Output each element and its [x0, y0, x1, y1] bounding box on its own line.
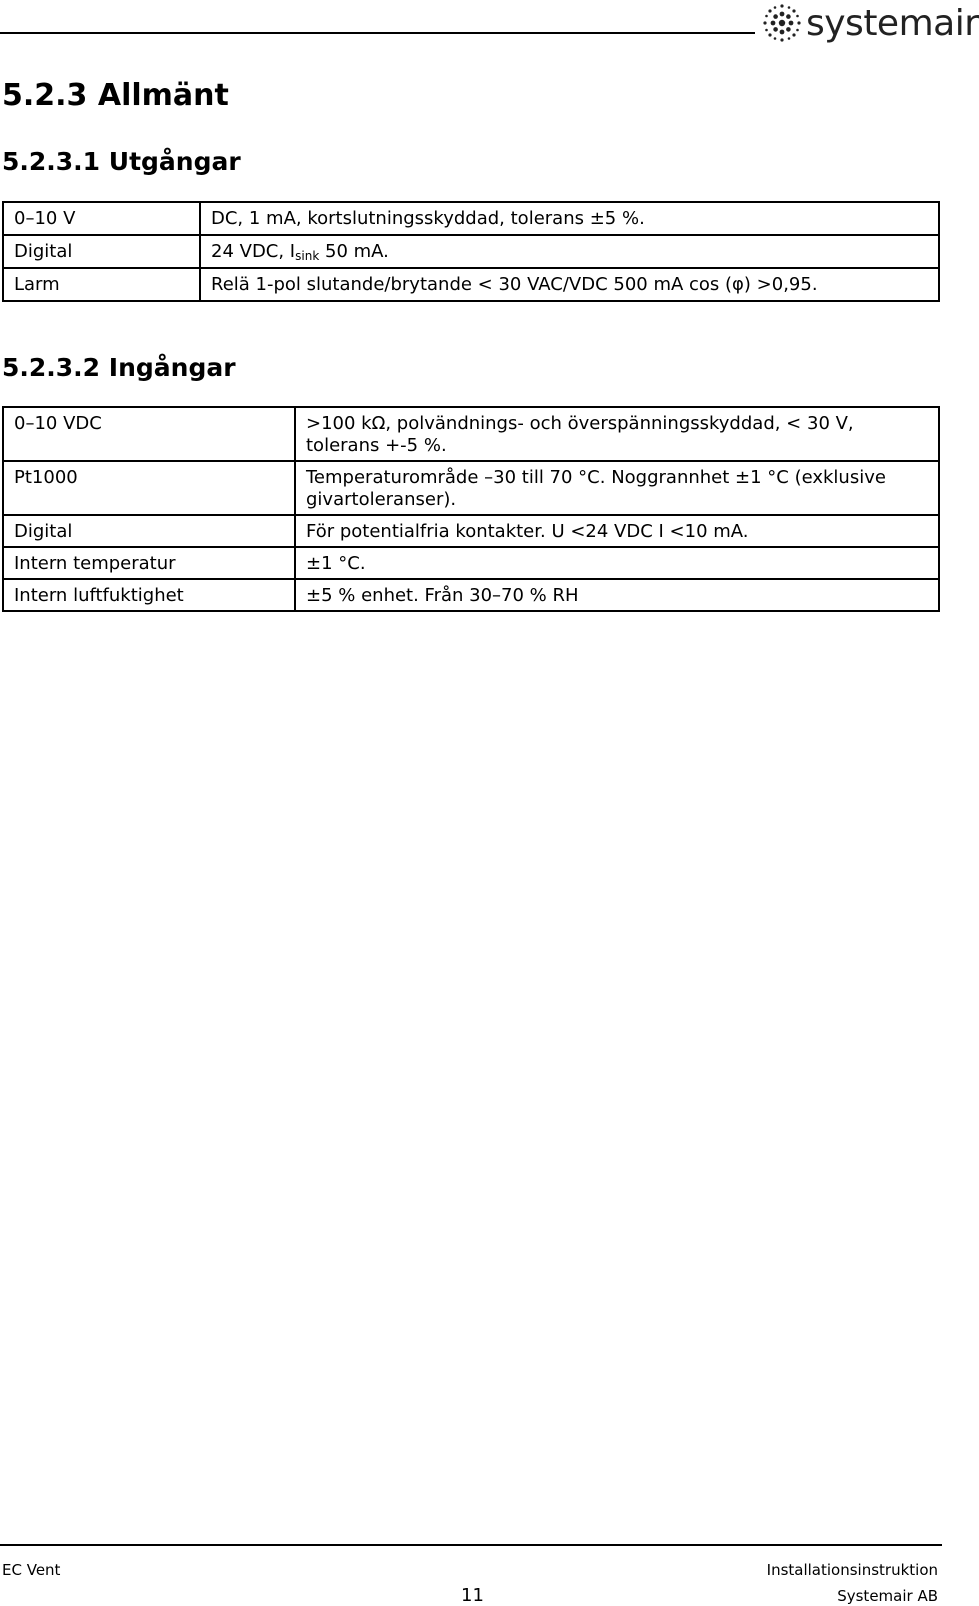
row-label: 0–10 V	[3, 202, 200, 235]
outputs-title: 5.2.3.1 Utgångar	[2, 147, 241, 176]
row-label: Pt1000	[3, 461, 295, 515]
row-label: Larm	[3, 268, 200, 301]
row-value: >100 kΩ, polvändnings- och överspänningsskyddad, < 30 V, tolerans +-5 %.	[295, 407, 939, 461]
row-label: 0–10 VDC	[3, 407, 295, 461]
row-value	[200, 235, 939, 268]
footer-doc-type: Installationsinstruktion	[766, 1561, 938, 1579]
footer-rule	[0, 1544, 942, 1546]
footer-company: Systemair AB	[837, 1587, 938, 1605]
table-row	[3, 407, 939, 461]
value-subscript: sink	[295, 249, 320, 263]
row-label: Digital	[3, 515, 295, 547]
inputs-table	[2, 406, 940, 612]
row-label: Intern luftfuktighet	[3, 579, 295, 611]
table-row	[3, 579, 939, 611]
row-value: Temperaturområde –30 till 70 °C. Noggrannhet ±1 °C (exklusive givartoleranser).	[295, 461, 939, 515]
table-row	[3, 515, 939, 547]
row-value: DC, 1 mA, kortslutningsskyddad, tolerans ±5 %.	[200, 202, 939, 235]
row-value: För potentialfria kontakter. U <24 VDC I <10 mA.	[295, 515, 939, 547]
row-value: ±1 °C.	[295, 547, 939, 579]
table-row	[3, 268, 939, 301]
outputs-table	[2, 201, 940, 302]
value-text: 24 VDC, I	[211, 241, 296, 262]
systemair-logo	[762, 2, 979, 44]
table-row	[3, 547, 939, 579]
logo-wordmark: systemair	[806, 3, 979, 44]
inputs-title: 5.2.3.2 Ingångar	[2, 353, 236, 382]
value-text: 50 mA.	[319, 241, 389, 262]
table-row	[3, 235, 939, 268]
section-title: 5.2.3 Allmänt	[2, 78, 229, 113]
page-number: 11	[461, 1585, 484, 1606]
logo-dots-icon	[762, 3, 802, 43]
header-rule	[0, 32, 755, 34]
table-row	[3, 461, 939, 515]
row-value: ±5 % enhet. Från 30–70 % RH	[295, 579, 939, 611]
footer-product: EC Vent	[2, 1561, 61, 1579]
table-row	[3, 202, 939, 235]
row-label: Intern temperatur	[3, 547, 295, 579]
row-value: Relä 1-pol slutande/brytande < 30 VAC/VDC 500 mA cos (φ) >0,95.	[200, 268, 939, 301]
row-label: Digital	[3, 235, 200, 268]
